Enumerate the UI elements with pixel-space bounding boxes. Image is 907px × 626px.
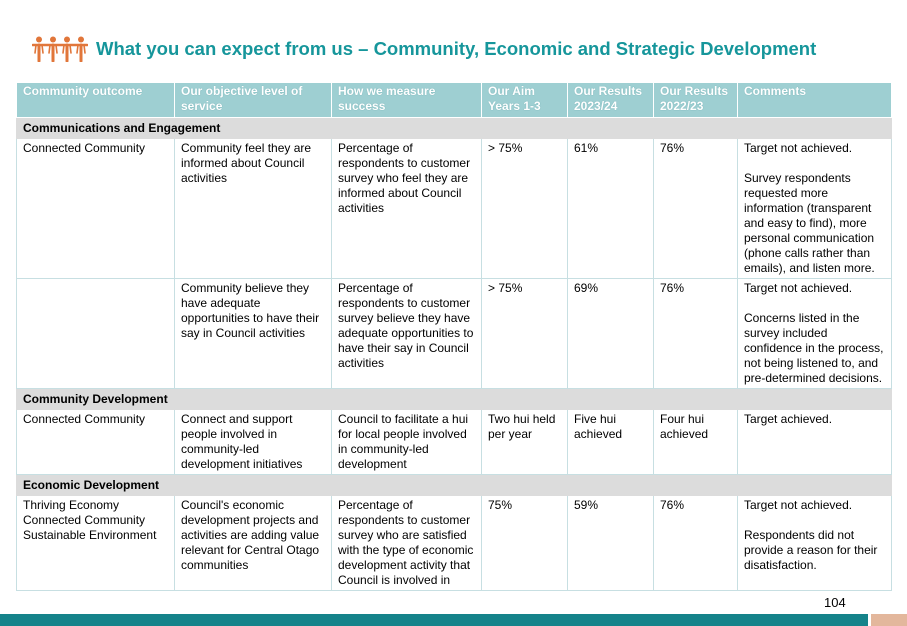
aim-cell: Two hui held per year [482,410,568,475]
section-row [17,389,892,410]
table-row [17,496,892,591]
result-2022-23-cell: 76% [654,496,738,591]
outcome-line: Thriving Economy [23,498,120,512]
comment-detail: Concerns listed in the survey included confidence in the process, not being listened to, and pre-determined decisions. [744,311,884,385]
outcome-cell [17,279,175,389]
comment-detail: Respondents did not provide a reason for their disatisfaction. [744,528,878,572]
result-2023-24-cell: 59% [568,496,654,591]
comment-status: Target not achieved. [744,141,853,155]
page-title: What you can expect from us – Community, Economic and Strategic Development [96,38,817,59]
outcome-cell: Connected Community [17,410,175,475]
service-cell: Council's economic development projects and activities are adding value relevant for Central Otago communities [175,496,332,591]
result-2023-24-cell: 69% [568,279,654,389]
comment-cell [738,139,892,279]
comment-status: Target achieved. [744,412,833,426]
table-header-row [17,83,892,118]
people-group-icon [32,36,88,62]
comment-status: Target not achieved. [744,498,853,512]
outcome-line: Sustainable Environment [23,528,157,542]
measure-cell: Council to facilitate a hui for local people involved in community-led development [332,410,482,475]
measure-cell: Percentage of respondents to customer survey believe they have adequate opportunities to have their say in Council activities [332,279,482,389]
footer-bar [0,614,868,626]
result-2022-23-cell: Four hui achieved [654,410,738,475]
measure-cell: Percentage of respondents to customer survey who are satisfied with the type of economic development activity that Council is involved in [332,496,482,591]
section-row [17,475,892,496]
header-aim: Our Aim Years 1-3 [482,83,568,118]
comment-status: Target not achieved. [744,281,853,295]
outcome-line: Connected Community [23,513,146,527]
header-objective-level-of-service: Our objective level of service [175,83,332,118]
service-cell: Community feel they are informed about Council activities [175,139,332,279]
section-title: Communications and Engagement [17,118,892,139]
result-2022-23-cell: 76% [654,139,738,279]
header-community-outcome: Community outcome [17,83,175,118]
aim-cell: > 75% [482,139,568,279]
service-cell: Community believe they have adequate opportunities to have their say in Council activities [175,279,332,389]
header-comments: Comments [738,83,892,118]
result-2023-24-cell: Five hui achieved [568,410,654,475]
header-how-we-measure: How we measure success [332,83,482,118]
result-2023-24-cell: 61% [568,139,654,279]
table-row [17,139,892,279]
service-cell: Connect and support people involved in community-led development initiatives [175,410,332,475]
outcome-cell [17,496,175,591]
table-row [17,279,892,389]
aim-cell: > 75% [482,279,568,389]
page-header [32,34,816,64]
section-title: Economic Development [17,475,892,496]
aim-cell: 75% [482,496,568,591]
table-row [17,410,892,475]
footer-accent [871,614,907,626]
comment-detail: Survey respondents requested more information (transparent and easy to find), more personal communication (phone calls rather than emails), and listen more. [744,171,875,275]
service-performance-table [16,82,892,591]
header-results-2023-24: Our Results 2023/24 [568,83,654,118]
comment-cell [738,496,892,591]
comment-cell [738,410,892,475]
measure-cell: Percentage of respondents to customer survey who feel they are informed about Council activities [332,139,482,279]
section-title: Community Development [17,389,892,410]
outcome-cell: Connected Community [17,139,175,279]
page-number: 104 [824,595,846,610]
comment-cell [738,279,892,389]
section-row [17,118,892,139]
result-2022-23-cell: 76% [654,279,738,389]
header-results-2022-23: Our Results 2022/23 [654,83,738,118]
